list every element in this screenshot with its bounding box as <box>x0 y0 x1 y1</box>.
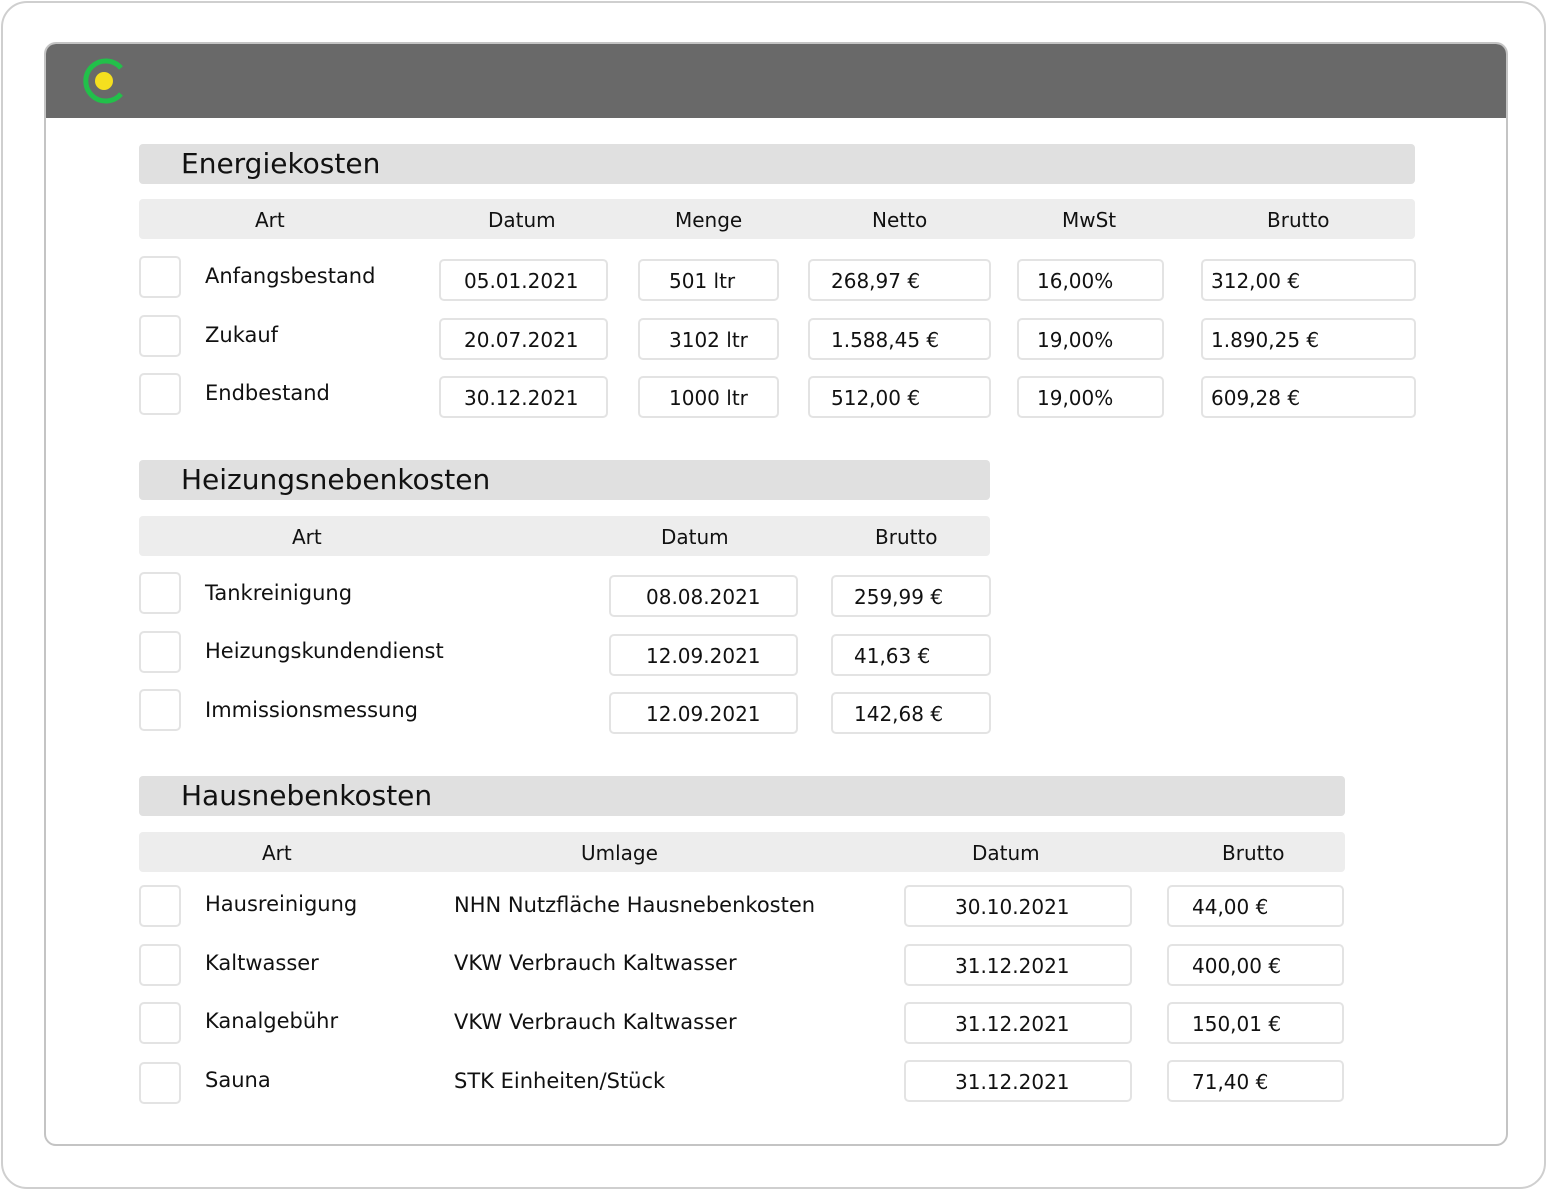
row-checkbox[interactable] <box>139 885 181 927</box>
brutto-field[interactable]: 259,99 € <box>831 575 991 617</box>
mwst-field[interactable]: 19,00% <box>1017 318 1164 360</box>
top-bar <box>46 44 1506 118</box>
haus-column-header <box>139 832 1345 872</box>
section-title-heizungsnebenkosten: Heizungsnebenkosten <box>139 460 990 500</box>
energie-column-header <box>139 199 1415 239</box>
datum-field[interactable]: 30.10.2021 <box>904 885 1132 927</box>
row-umlage-label: STK Einheiten/Stück <box>454 1069 666 1093</box>
netto-field[interactable]: 268,97 € <box>808 259 991 301</box>
row-art-label: Heizungskundendienst <box>205 639 444 663</box>
row-art-label: Anfangsbestand <box>205 264 376 288</box>
brutto-field[interactable]: 44,00 € <box>1167 885 1344 927</box>
row-checkbox[interactable] <box>139 689 181 731</box>
header-brutto: Brutto <box>1267 208 1330 232</box>
header-datum: Datum <box>972 841 1040 865</box>
row-checkbox[interactable] <box>139 944 181 986</box>
row-art-label: Endbestand <box>205 381 330 405</box>
brutto-field[interactable]: 150,01 € <box>1167 1002 1344 1044</box>
datum-field[interactable]: 12.09.2021 <box>609 692 798 734</box>
row-checkbox[interactable] <box>139 572 181 614</box>
datum-field[interactable]: 20.07.2021 <box>439 318 608 360</box>
brutto-field[interactable]: 142,68 € <box>831 692 991 734</box>
header-art: Art <box>255 208 285 232</box>
row-art-label: Tankreinigung <box>205 581 353 605</box>
row-umlage-label: VKW Verbrauch Kaltwasser <box>454 951 737 975</box>
row-checkbox[interactable] <box>139 631 181 673</box>
heizung-column-header <box>139 516 990 556</box>
header-art: Art <box>292 525 322 549</box>
row-checkbox[interactable] <box>139 256 181 298</box>
header-brutto: Brutto <box>1222 841 1285 865</box>
row-art-label: Kaltwasser <box>205 951 319 975</box>
app-window <box>44 42 1508 1146</box>
netto-field[interactable]: 512,00 € <box>808 376 991 418</box>
row-umlage-label: VKW Verbrauch Kaltwasser <box>454 1010 737 1034</box>
datum-field[interactable]: 12.09.2021 <box>609 634 798 676</box>
brutto-field[interactable]: 71,40 € <box>1167 1060 1344 1102</box>
row-umlage-label: NHN Nutzfläche Hausnebenkosten <box>454 893 816 917</box>
brutto-field[interactable]: 41,63 € <box>831 634 991 676</box>
header-datum: Datum <box>661 525 729 549</box>
brutto-field[interactable]: 609,28 € <box>1201 376 1416 418</box>
row-art-label: Sauna <box>205 1068 271 1092</box>
datum-field[interactable]: 08.08.2021 <box>609 575 798 617</box>
logo-icon <box>80 57 128 105</box>
header-brutto: Brutto <box>875 525 938 549</box>
menge-field[interactable]: 3102 ltr <box>638 318 779 360</box>
row-art-label: Zukauf <box>205 323 279 347</box>
section-title-hausnebenkosten: Hausnebenkosten <box>139 776 1345 816</box>
menge-field[interactable]: 501 ltr <box>638 259 779 301</box>
menge-field[interactable]: 1000 ltr <box>638 376 779 418</box>
row-art-label: Kanalgebühr <box>205 1009 339 1033</box>
row-art-label: Hausreinigung <box>205 892 358 916</box>
header-datum: Datum <box>488 208 556 232</box>
row-checkbox[interactable] <box>139 1062 181 1104</box>
header-art: Art <box>262 841 292 865</box>
brutto-field[interactable]: 400,00 € <box>1167 944 1344 986</box>
brutto-field[interactable]: 312,00 € <box>1201 259 1416 301</box>
datum-field[interactable]: 31.12.2021 <box>904 944 1132 986</box>
datum-field[interactable]: 31.12.2021 <box>904 1060 1132 1102</box>
row-checkbox[interactable] <box>139 315 181 357</box>
section-title-energiekosten: Energiekosten <box>139 144 1415 184</box>
row-checkbox[interactable] <box>139 373 181 415</box>
brutto-field[interactable]: 1.890,25 € <box>1201 318 1416 360</box>
header-menge: Menge <box>675 208 743 232</box>
row-checkbox[interactable] <box>139 1002 181 1044</box>
datum-field[interactable]: 05.01.2021 <box>439 259 608 301</box>
datum-field[interactable]: 30.12.2021 <box>439 376 608 418</box>
header-netto: Netto <box>872 208 928 232</box>
row-art-label: Immissionsmessung <box>205 698 418 722</box>
header-mwst: MwSt <box>1062 208 1117 232</box>
netto-field[interactable]: 1.588,45 € <box>808 318 991 360</box>
header-umlage: Umlage <box>581 841 658 865</box>
mwst-field[interactable]: 16,00% <box>1017 259 1164 301</box>
datum-field[interactable]: 31.12.2021 <box>904 1002 1132 1044</box>
mwst-field[interactable]: 19,00% <box>1017 376 1164 418</box>
